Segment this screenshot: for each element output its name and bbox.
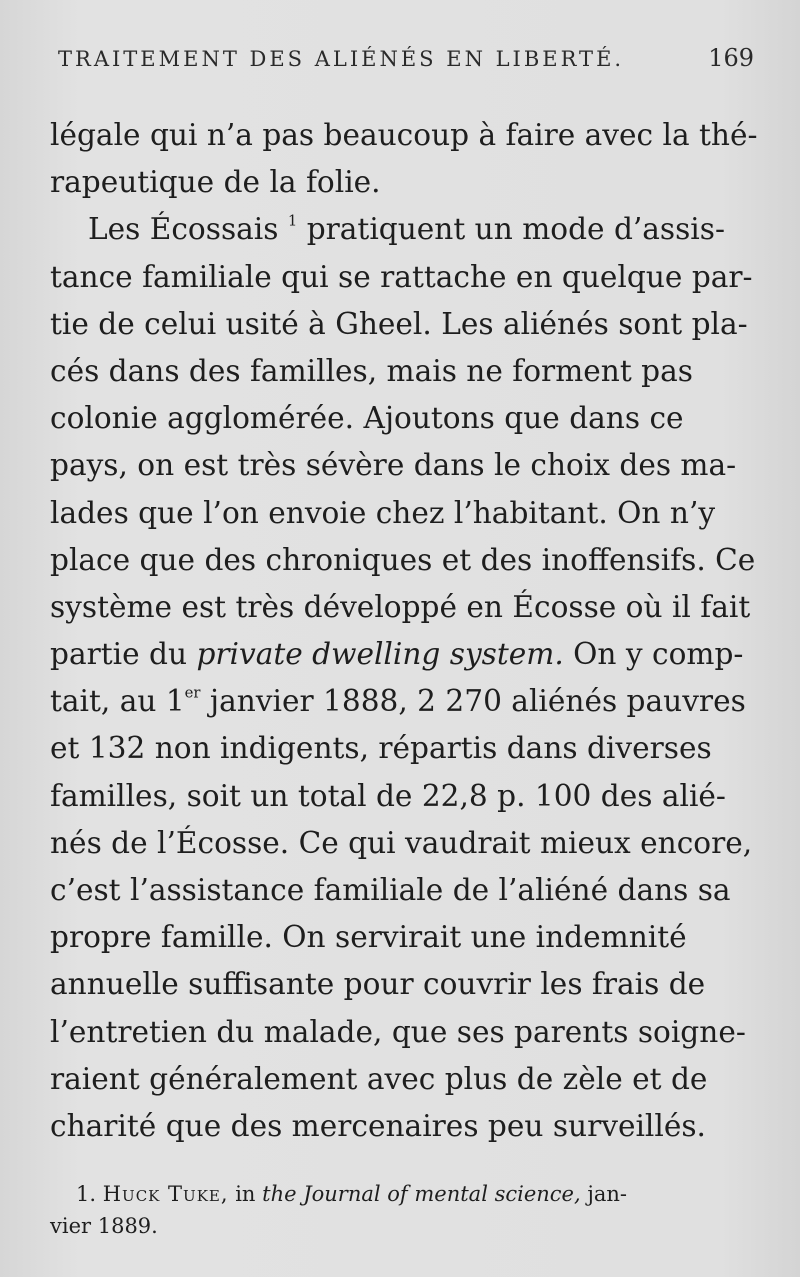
running-head [58,44,754,72]
text-line: colonie agglomérée. Ajoutons que dans ce [50,401,684,436]
text-line: tance familiale qui se rattache en quelque par- [50,259,753,294]
body-text [50,112,758,1150]
footnote-line: 1. Huck Tuke, in the Journal of mental science, jan- [76,1182,628,1206]
text-line: tait, au 1er janvier 1888, 2 270 aliénés pauvres [50,684,746,719]
footnote-ref: 1 [287,213,298,231]
text-line: Les Écossais $^1$ pratiquent un mode d’assis- [88,212,725,247]
text-line: c’est l’assistance familiale de l’aliéné dans sa [50,873,731,907]
footnote [50,1178,750,1242]
footnote-author: Huck Tuke, [102,1182,229,1206]
italic-term: private dwelling system. [196,637,564,672]
text-line: et 132 non indigents, répartis dans diverses [50,731,712,766]
text-line: annuelle suffisante pour couvrir les frais de [50,967,706,1002]
journal-title: the Journal of mental science, [262,1182,581,1206]
ordinal-sup: er [184,684,201,702]
text-line: rapeutique de la folie. [50,165,381,200]
text-line: place que des chroniques et des inoffensifs. Ce [50,542,756,577]
text-line: lades que l’on envoie chez l’habitant. On n’y [50,495,716,530]
text-line: nés de l’Écosse. Ce qui vaudrait mieux encore, [50,825,753,860]
page-number: 169 [708,44,754,72]
text-line: familles, soit un total de 22,8 p. 100 des alié- [50,778,726,813]
text-line: raient généralement avec plus de zèle et de [50,1061,708,1096]
text-line: légale qui n’a pas beaucoup à faire avec la thé- [50,118,758,152]
text-line: l’entretien du malade, que ses parents soigne- [50,1014,746,1049]
running-title: TRAITEMENT DES ALIÉNÉS EN LIBERTÉ. [58,47,625,71]
text-line: système est très développé en Écosse où il fait [50,589,751,624]
text-line: tie de celui usité à Gheel. Les aliénés sont pla- [50,306,748,341]
text-line: propre famille. On servirait une indemnité [50,920,687,955]
footnote-line: vier 1889. [50,1214,158,1238]
text-line: pays, on est très sévère dans le choix des ma- [50,448,737,483]
text-line: partie du private dwelling system. On y comp- [50,637,744,672]
text-line: cés dans des familles, mais ne forment pas [50,353,693,388]
text-line: charité que des mercenaires peu surveillés. [50,1108,706,1143]
